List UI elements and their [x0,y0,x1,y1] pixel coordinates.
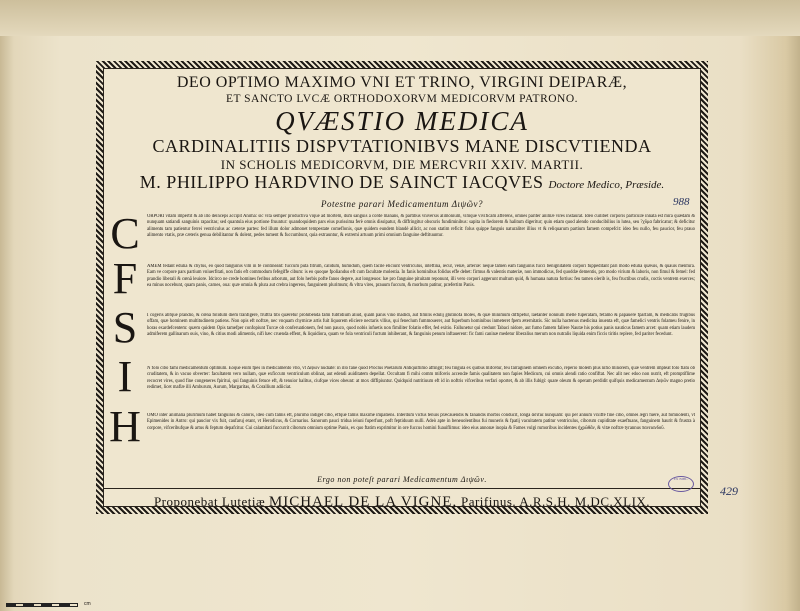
praeses-title: Doctore Medico, Præside. [548,179,665,191]
dedication-line-1: DEO OPTIMO MAXIMO VNI ET TRINO, VIRGINI DEIPARÆ, [176,74,628,91]
scale-ruler [6,603,78,608]
initial-letter: H [109,402,141,451]
footer-prefix: Proponebat Lutetiæ [153,494,266,509]
section-paragraph: OMO inter animalia plurimùm habet fanguinis & caloris, ideo cum famis eft, plurimo indiget cibo, eftque famis maximè impatiens. Interdùm victus tenuis præcauendis & fanandis morbis conducit, longa ἀσιτία nunquam: qui per annum vixiffe fine cibo, omnes ægri fuêre, aut fomnolenti, vt Epimenides in Antro: qui paucior vix fuit, caufaruj erant, vt Herodicus, & Cornarius. Sanorum pauci tridua ieiuni fuperfunt, poft feptiduum nulli. Adeò apte in beneuolentibus fui muneris & fpatij vacuitatem patitur ventriculus, ciborum cupiditate exaeftuans, fanguinem haurit & frustra à corpore, vifceribufque & artus & feptum depafcitur. Cui calamitati fuccurrit ciborum omnium optime Panis, ex quo ftatim exprimitur in ore fuccus homini fuauiflimus: ideo eius annonæ inopia & Fames vulgi rumoribus incidentes ἠχρῶθᾶν, & vitæ noftræ tyrannus πανειανδοῦ. [147,413,695,431]
respondent-name: MICHAEL DE LA VIGNE, [268,494,458,510]
praeses-line [110,172,694,193]
section-paragraph: N folo cibo fami medicamentum optimum. Eoque enim fpes in medicamento vllo, vt Διψῶν nudiate: in illo fane quod Proclus Poetarum Antiquiflimo affingit; feu fingula ex quibus mifcetur, feu farraginem omnem excutio, reperio molem plus nifio minorem, quæ ventrem impleat folo flatu ob cruditatem, & in vacuo obverter: facultatem vero nullam, quæ exficcum ventriculum oblinat, aut edendi auiditatem depellat. Occultam fi mihi comm mifceris accendæ famis qualitatem non fapies Medicum, cui omnis alendi ratio confiftat. Nec alit nec edoo non nutrit, eft promptiflime recocret vires, quod fine congeneres fpiritui, qui fanguinis fetuce eft, & tenuior halitus, ciufque vices obeunt: at mox diffipiuntur. Quidquid nutritiuum eft id in noftris vifceribus verfari oportet, & ab illis fubigi: quare oleum & operam perdidit quifquis medicamentum Διψῶν magno pretio redimet, licet maflæ illi Amburum, Aurum, Margaritas, & Corallium adiiciat. [147,366,695,390]
conclusion-line: Ergo non poteſt parari Medicamentum Διψῶν. [317,475,487,484]
section-paragraph: AMEM fedant edulia & chylus, eo quod fanguinis vim in fe contineant: fuccum puta fitrum, calidum, humidum, quem facile eliciunt ventriculus, inteftina, iecur, venæ, arteriæ: neque tamen eam fanguinis fucci benignitatem corpori fuppeditant pari modo edulia quæuis, & quauis menfura. Eam ve corpore pars partium vniuerfitati, non fatis eft commodum fefegiffe cibum: is eo quoque fpoliandus eft cum facultate molestia. In fanis hominibus folidus effe debet: firmus & valentis materiæ, non immodicus, fed quoddæ dementis, pro modo virium & laboris, non fimul & femel: fed prandio liberali & cœnâ leuiore. Idcirco ne crede homines feribus arborum, aut folo herbis pofte fanos degere, aut longæuos: hæ pro fanguine pituitam reponunt, illi vero corpori aggerunt multum quid, & humana natura fortius: feu tamen olerib is, feu fructibus crudis, coctis ventrem exerces; ea minus nocebunt, quam panis, carnes, oua: quæ omnia & plura aut crebra ingerens, fanguinem plurimum; & vltra vires, prauum fuccum, & morbum patitur, præfertim Panis. [147,264,695,288]
handwritten-number: 988 [673,196,690,208]
ruler-label: cm [84,601,91,607]
thesis-title: QVÆSTIO MEDICA [275,106,529,136]
footer-suffix: Parifinus. A.R.S.H. M.DC.XLIX. [460,494,651,509]
question-line: Potestne parari Medicamentum Διψῶν? [321,199,483,209]
disputation-line: CARDINALITIIS DISPVTATIONIBVS MANE DISCVTIENDA [152,136,652,156]
section-paragraph: I cogeris abfque prandio, & cœnâ folidum diem tranfigere, fruftrà tibi quæretur prohibenda fami fubfidium aliud, quàm panis vino madidi, aut fimilis edulij glutinofa moles, & quæ minimùm diffipetur, laétanter nonnulli melle fuperatam, fefamo & papauere fparfam, & medicatis frugibus offam, quæ hominem multitudinem patiens. Non opis eft noftræ, nec vnquam chymicæ artis fuit liquorem eliciere nectaris vllius, qui feneclum fummouerer, aut fuperbum hominibus inmeteret fpem æternitatis. Sic nulla hactenus medicina inuenta eft, quæ famelici ventris folameu fenire, in horas exardefcentem: quæm quidem Opis tamefper confopiunt Turcæ ob conferuationem, fed non pauco, quod nobis infuetis non fimiliter folatio effet, fed exitio. Fallunetur qui credunt Tabaci nidore, aut fumo famem fallere Nautæ his potius panis nauticus famem arcet: quam etiam laudem admiferem gallinarum ouis, vino, & citius modi alimentis, nifi hæc cruenda effent, & liquidiora, quam ve fola ventriculi fuctum inhiberant, & fanguinis penum inftauerent: fic fami caninæ medetur liberalius merum non nutralis liquida enim ficcis tiritis replere, fed pariter fecedunt. [147,313,695,337]
footer-rule [103,488,701,489]
initial-letter: F [112,254,138,303]
footer-line [110,494,694,511]
initial-letter: C [110,209,140,258]
handwritten-page-number: 429 [720,484,738,498]
initial-letter: I [117,352,133,401]
praeses-name: M. PHILIPPO HARDVINO DE SAINCT IACQVES [139,172,544,192]
library-stamp: EX BIBL. [668,476,694,492]
dedication-line-2: ET SANCTO LVCÆ ORTHODOXORVM MEDICORVM PATRONO. [225,93,579,105]
section-paragraph: ORPORI vitam impertit & ab illo deinceps accipit Anima: sic vita semper productiva vique ad mortem, dum sanguis à corde manans, & partibus vniversis alimonium, vimque vivificam afferens, omnes pariter animæ vires instaurat. Ideò cuilibet corporis particulæ innata est mira quædam & nunquam satiandi sanguinis rapacitas; sed quantula eius portione fruuntur: quandoquidem pars eius purissima ferè omnis dissipatur, & diffringitur obscuris fundiminibus: sapita in fiedorem & halitum digeritur; quin etiam quod alendo conducibilius in lutea, seu ?χῦμα fabricatur; & deficitur alimentu tam patientur ferrei ventriculus ac cæteræ partes: fed illum dolor admonet tempestate comeflonis, quæ quidem eundem blandè allicit, ac non statim reficit: folus quippe fanguis naturaliter illius vt & reliquarum partium famem compefcit: ideo feu nullo, feu paucior, feu prauo alimento vtatis, præ cæteris genua debilitantur & dolent, pedes tument & fuccumbunt, quia extrauntur, & extremi artuum primi omnium fanguine deftituuntur. [147,214,695,238]
date-line: IN SCHOLIS MEDICORVM, DIE MERCVRII XXIV. MARTII. [220,157,584,172]
initial-letter: S [112,303,138,352]
page-top-edge [0,0,800,36]
